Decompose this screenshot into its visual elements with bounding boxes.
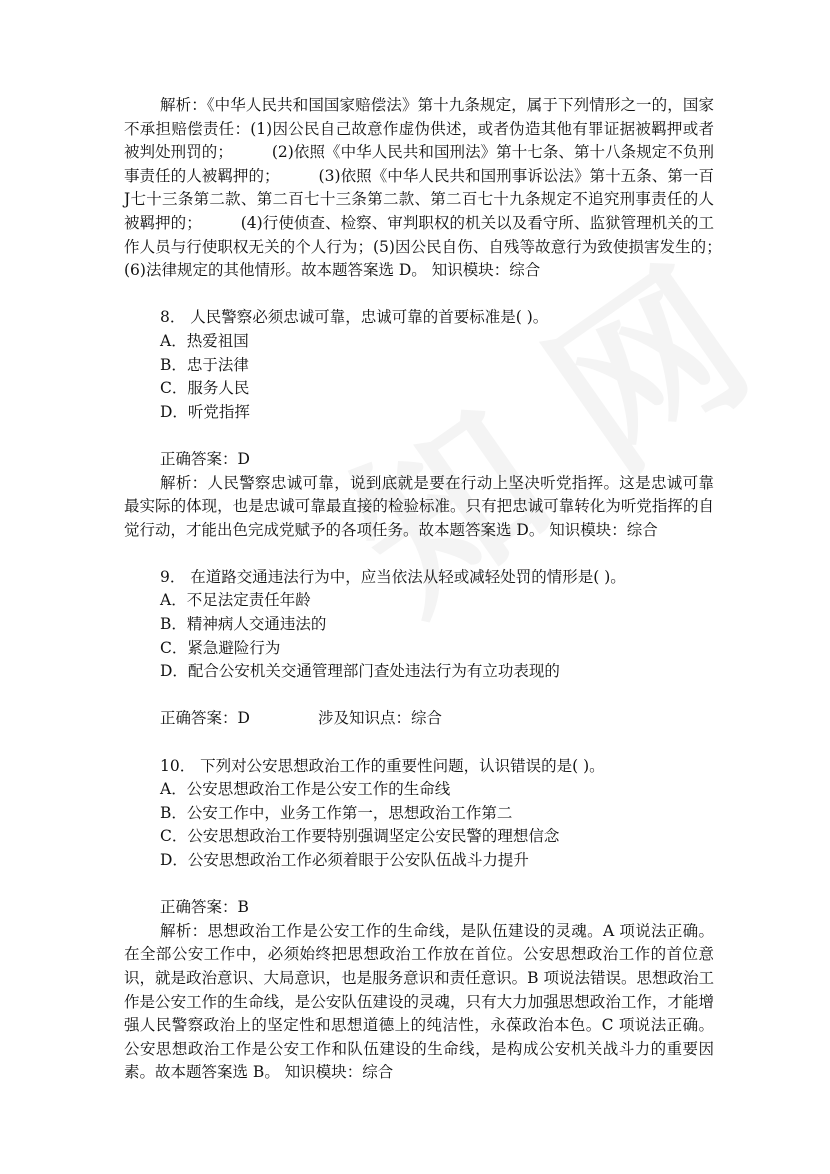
- question-10: [124, 755, 714, 1085]
- knowledge-point: 涉及知识点：综合: [317, 709, 442, 728]
- option-a: A．公安思想政治工作是公安工作的生命线: [160, 780, 451, 799]
- option-a: A．不足法定责任年龄: [160, 591, 311, 610]
- document-page: [124, 94, 761, 1085]
- option-c: C．公安思想政治工作要特别强调坚定公安民警的理想信念: [160, 827, 560, 846]
- correct-answer: 正确答案：B: [160, 898, 249, 917]
- option-d: D．听党指挥: [160, 402, 250, 421]
- question-8: [124, 306, 714, 542]
- question-text: 8． 人民警察必须忠诚可靠，忠诚可靠的首要标准是( )。: [160, 308, 549, 327]
- option-a: A．热爱祖国: [160, 331, 249, 350]
- question-text: 9． 在道路交通违法行为中，应当依法从轻或减轻处罚的情形是( )。: [160, 567, 626, 586]
- question-9: [124, 566, 714, 731]
- q7-analysis: 解析：《中华人民共和国国家赔偿法》第十九条规定，属于下列情形之一的，国家不承担赔偿责任：(1)因公民自己故意作虚伪供述，或者伪造其他有罪证据被羁押或者被判处刑罚的； (2)依照《中华人民共和国刑法》第十七条、第十八条规定不负刑事责任的人被羁押的； (3)依照《中华人民共和国刑事诉讼法》第十五条、第一百J七十三条第二款、第二百七十三条第二款、第二百七十九条规定不追究刑事责任的人被羁押的； (4)行使侦查、检察、审判职权的机关以及看守所、监狱管理机关的工作人员与行使职权无关的个人行为；(5)因公民自伤、自残等故意行为致使损害发生的； (6)法律规定的其他情形。故本题答案选 D。 知识模块：综合: [124, 96, 761, 280]
- analysis: 解析：人民警察忠诚可靠，说到底就是要在行动上坚决听党指挥。这是忠诚可靠最实际的体现，也是忠诚可靠最直接的检验标准。只有把忠诚可靠转化为听党指挥的自觉行动，才能出色完成党赋予的各项任务。故本题答案选 D。 知识模块：综合: [124, 473, 714, 539]
- option-c: C．服务人民: [160, 379, 250, 398]
- analysis: 解析：思想政治工作是公安工作的生命线，是队伍建设的灵魂。A 项说法正确。在全部公安工作中，必须始终把思想政治工作放在首位。公安思想政治工作的首位意识，就是政治意识、大局意识，也是服务意识和责任意识。B 项说法错误。思想政治工作是公安工作的生命线，是公安队伍建设的灵魂，只有大力加强思想政治工作，才能增强人民警察政治上的坚定性和思想道德上的纯洁性，永葆政治本色。C 项说法正确。公安思想政治工作是公安工作和队伍建设的生命线，是构成公安机关战斗力的重要因素。故本题答案选 B。 知识模块：综合: [124, 921, 714, 1082]
- option-b: B．公安工作中，业务工作第一，思想政治工作第二: [160, 803, 513, 822]
- correct-answer: 正确答案：D: [160, 709, 250, 728]
- option-d: D．公安思想政治工作必须着眼于公安队伍战斗力提升: [160, 851, 529, 869]
- option-c: C．紧急避险行为: [160, 638, 281, 657]
- option-b: B．忠于法律: [160, 355, 249, 374]
- correct-answer: 正确答案：D: [160, 449, 250, 468]
- option-b: B．精神病人交通违法的: [160, 615, 327, 634]
- question-text: 10． 下列对公安思想政治工作的重要性问题，认识错误的是( )。: [160, 756, 605, 775]
- answer-line: [124, 707, 714, 731]
- option-d: D．配合公安机关交通管理部门查处违法行为有立功表现的: [160, 662, 560, 681]
